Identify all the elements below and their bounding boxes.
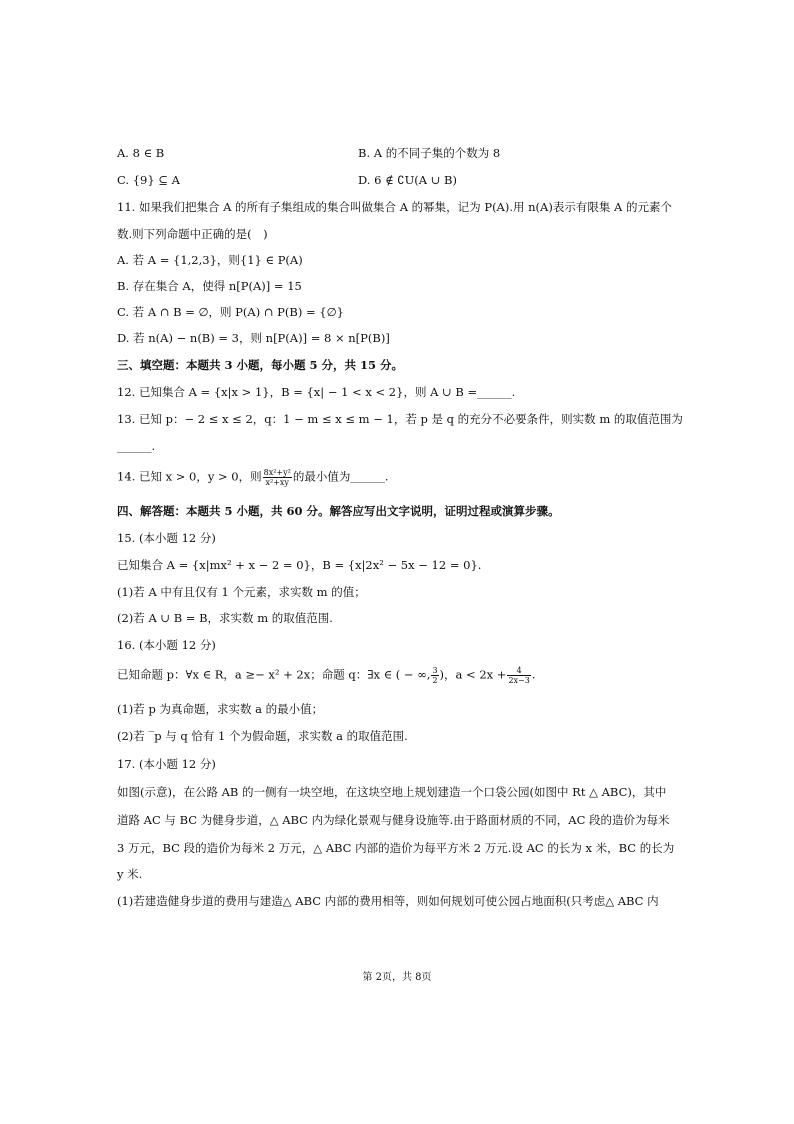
q13-line2: ______. <box>117 439 156 453</box>
q11-option-d: D. 若 n(A) − n(B) = 3，则 n[P(A)] = 8 × n[P(B)] <box>117 331 390 345</box>
q16-stem-mid: )，a < 2x + <box>439 667 507 682</box>
q17-part1: (1)若建造健身步道的费用与建造△ ABC 内部的费用相等，则如何规划可使公园占地面积(只考虑△ ABC 内 <box>117 894 659 908</box>
q14-fraction-denominator: x²+xy <box>265 478 289 487</box>
q14-prefix: 14. 已知 x > 0，y > 0，则 <box>117 469 262 484</box>
q15-part1: (1)若 A 中有且仅有 1 个元素，求实数 m 的值； <box>117 585 366 599</box>
q14-fraction-numerator: 8x²+y² <box>263 468 291 477</box>
q11-option-c: C. 若 A ∩ B = ∅，则 P(A) ∩ P(B) = {∅} <box>117 305 344 319</box>
q14-suffix: 的最小值为______. <box>292 469 389 484</box>
q17-line4: y 米. <box>117 867 143 881</box>
q12: 12. 已知集合 A = {x|x > 1}，B = {x| − 1 < x < 2}，则 A ∪ B =______. <box>117 385 516 399</box>
q11-option-a: A. 若 A = {1,2,3}，则{1} ∈ P(A) <box>117 253 303 267</box>
q15-stem: 已知集合 A = {x|mx² + x − 2 = 0}，B = {x|2x² − 5x − 12 = 0}. <box>117 558 482 572</box>
q10-option-a: A. 8 ∈ B <box>117 146 165 160</box>
q11-stem-line2: 数.则下列命题中正确的是( ) <box>117 227 268 241</box>
page-footer: 第 2页，共 8页 <box>362 972 432 983</box>
q10-option-d: D. 6 ∉ ∁U(A ∪ B) <box>358 173 457 187</box>
q17-line2: 道路 AC 与 BC 为健身步道，△ ABC 内为绿化景观与健身设施等.由于路面材质的不同，AC 段的造价为每米 <box>117 813 670 827</box>
q16-header: 16. (本小题 12 分) <box>117 638 216 652</box>
q16-stem-suffix: . <box>531 667 536 682</box>
q14 <box>117 468 389 487</box>
q15-header: 15. (本小题 12 分) <box>117 531 216 545</box>
q15-part2: (2)若 A ∪ B = B，求实数 m 的取值范围. <box>117 611 333 625</box>
section4-heading: 四、解答题：本题共 5 小题，共 60 分。解答应写出文字说明，证明过程或演算步骤。 <box>117 504 560 518</box>
q16-fraction-1 <box>431 666 438 685</box>
q11-stem-line1: 11. 如果我们把集合 A 的所有子集组成的集合叫做集合 A 的幂集，记为 P(A).用 n(A)表示有限集 A 的元素个 <box>117 200 672 214</box>
q16-stem-prefix: 已知命题 p：∀x ∈ R，a ≥− x² + 2x；命题 q：∃x ∈ ( − ∞, <box>117 667 431 682</box>
q16-part2: (2)若 ‾p 与 q 恰有 1 个为假命题，求实数 a 的取值范围. <box>117 729 408 743</box>
q17-line3: 3 万元，BC 段的造价为每米 2 万元，△ ABC 内部的造价为每平方米 2 万元.设 AC 的长为 x 米，BC 的长为 <box>117 841 675 855</box>
q11-option-b: B. 存在集合 A，使得 n[P(A)] = 15 <box>117 279 302 293</box>
q16-stem <box>117 666 536 685</box>
q16-fraction-1-numerator: 3 <box>432 666 438 675</box>
q14-fraction <box>263 468 292 487</box>
q16-fraction-2 <box>507 666 530 685</box>
q13-line1: 13. 已知 p：− 2 ≤ x ≤ 2，q：1 − m ≤ x ≤ m − 1，若 p 是 q 的充分不必要条件，则实数 m 的取值范围为 <box>117 412 683 426</box>
q17-line1: 如图(示意)，在公路 AB 的一侧有一块空地，在这块空地上规划建造一个口袋公园(如图中 Rt △ ABC)，其中 <box>117 785 667 799</box>
q17-header: 17. (本小题 12 分) <box>117 757 216 771</box>
q10-option-c: C. {9} ⊆ A <box>117 173 180 187</box>
q10-option-b: B. A 的不同子集的个数为 8 <box>358 146 501 160</box>
q16-fraction-1-denominator: 2 <box>432 676 438 685</box>
q16-fraction-2-denominator: 2x−3 <box>508 676 530 685</box>
section3-heading: 三、填空题：本题共 3 小题，每小题 5 分，共 15 分。 <box>117 358 404 372</box>
q16-fraction-2-numerator: 4 <box>507 666 530 676</box>
q16-part1: (1)若 p 为真命题，求实数 a 的最小值； <box>117 702 324 716</box>
